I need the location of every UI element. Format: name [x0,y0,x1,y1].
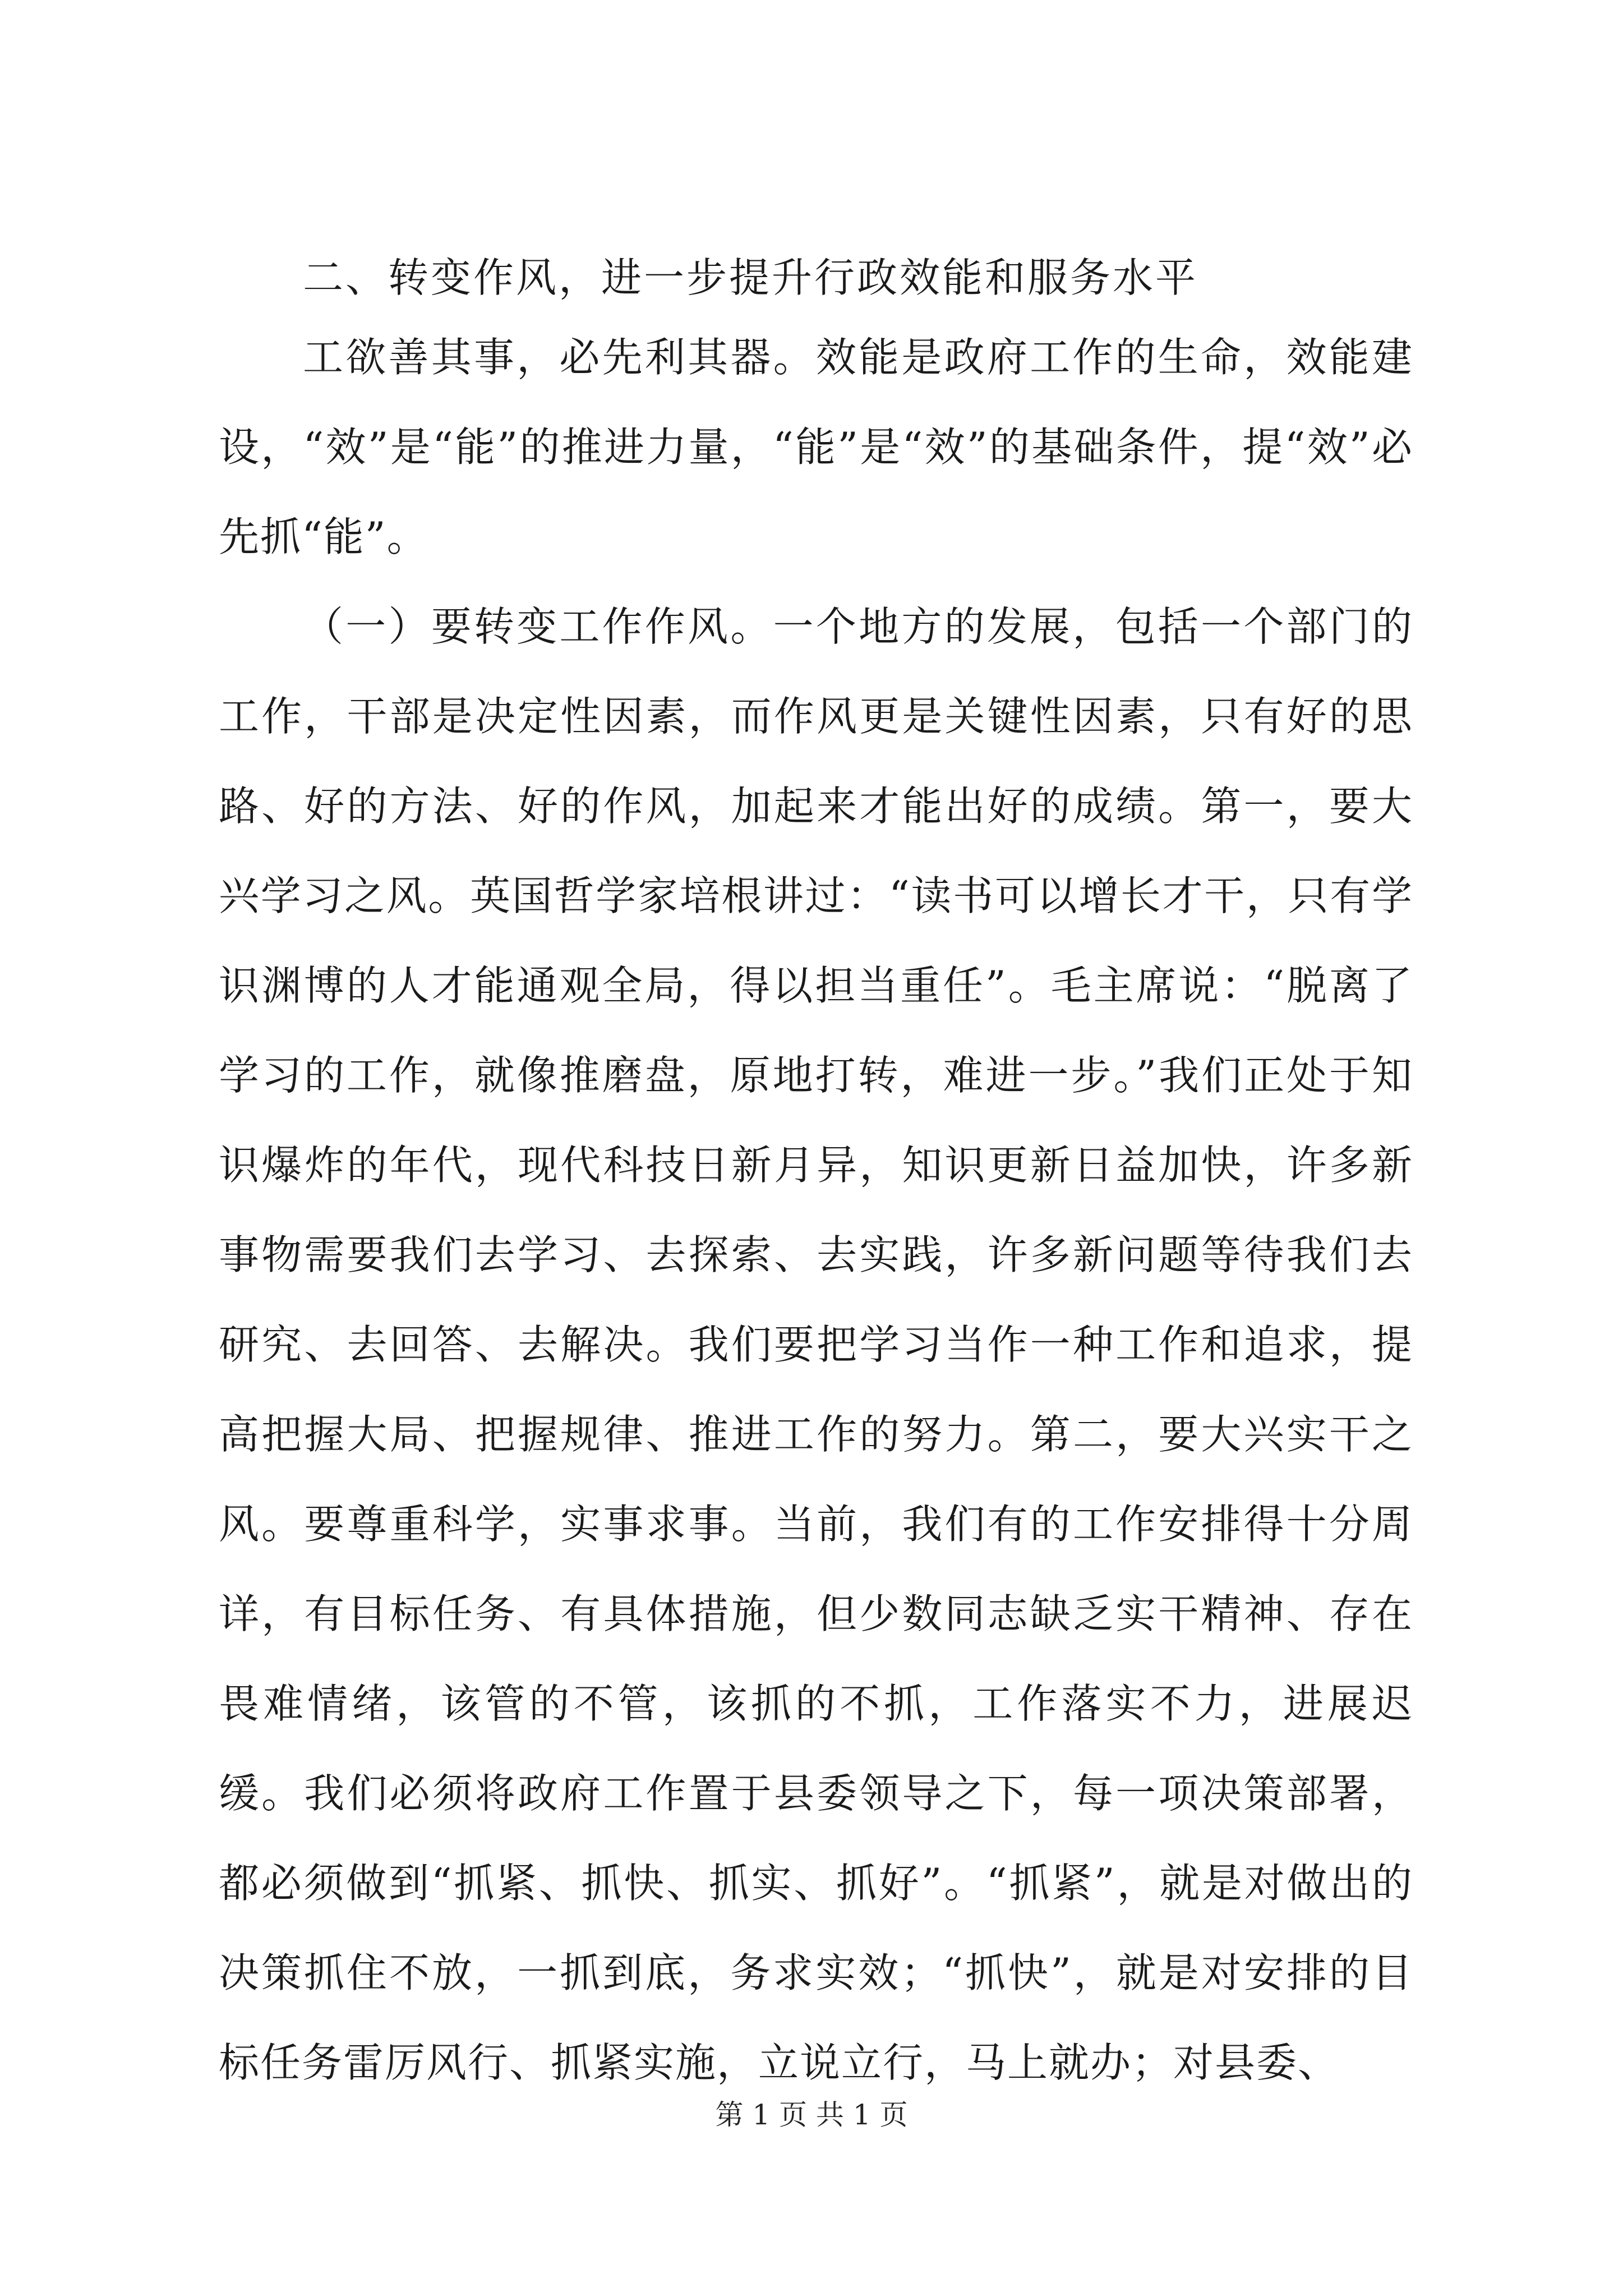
document-body [219,244,1413,2108]
page-footer: 第 1 页 共 1 页 [715,2099,908,2131]
section-heading: 二、转变作风，进一步提升行政效能和服务水平 [303,254,1198,301]
paragraph-work-style: （一）要转变工作作风。一个地方的发展，包括一个部门的工作，干部是决定性因素，而作风更是关键性因素，只有好的思路、好的方法、好的作风，加起来才能出好的成绩。第一，要大兴学习之风。英国哲学家培根讲过：“读书可以增长才干，只有学识渊博的人才能通观全局，得以担当重任”。毛主席说：“脱离了学习的工作，就像推磨盘，原地打转，难进一步。”我们正处于知识爆炸的年代，现代科技日新月异，知识更新日益加快，许多新事物需要我们去学习、去探索、去实践，许多新问题等待我们去研究、去回答、去解决。我们要把学习当作一种工作和追求，提高把握大局、把握规律、推进工作的努力。第二，要大兴实干之风。要尊重科学，实事求事。当前，我们有的工作安排得十分周详，有目标任务、有具体措施，但少数同志缺乏实干精神、存在畏难情绪，该管的不管，该抓的不抓，工作落实不力，进展迟缓。我们必须将政府工作置于县委领导之下，每一项决策部署，都必须做到“抓紧、抓快、抓实、抓好”。“抓紧”，就是对做出的决策抓住不放，一抓到底，务求实效；“抓快”，就是对安排的目标任务雷厉风行、抓紧实施，立说立行，马上就办；对县委、 [219,603,1413,2086]
paragraph-intro: 工欲善其事，必先利其器。效能是政府工作的生命，效能建设，“效”是“能”的推进力量，“能”是“效”的基础条件，提“效”必先抓“能”。 [219,334,1413,560]
